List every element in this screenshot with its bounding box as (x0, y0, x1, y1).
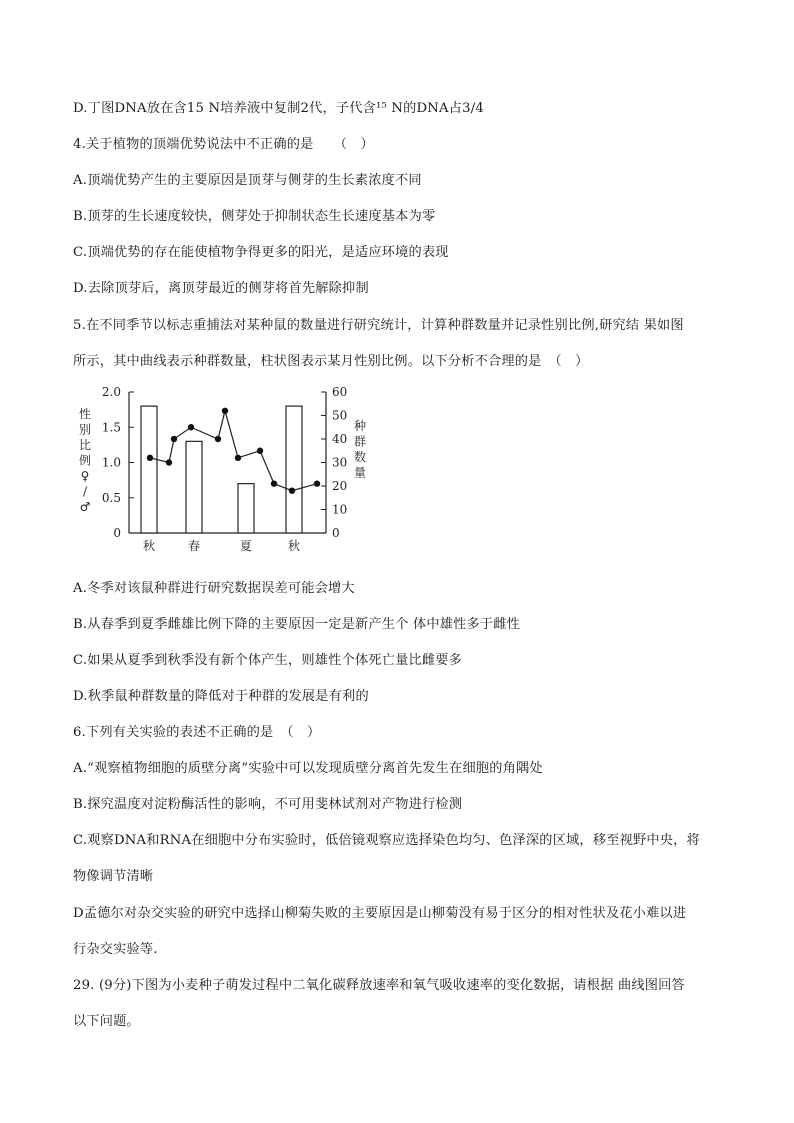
population-point (171, 436, 177, 442)
text-line: 6.下列有关实验的表述不正确的是 （ ） (73, 725, 321, 740)
y2-axis-label-char: 量 (353, 465, 367, 480)
population-point (271, 480, 277, 486)
x-tick-label: 春 (187, 539, 201, 553)
text-line: C.顶端优势的存在能使植物争得更多的阳光，是适应环境的表现 (73, 245, 449, 260)
y2-axis-label-char: 群 (353, 434, 367, 449)
population-point (166, 459, 172, 465)
left-tick-label: 1.0 (101, 455, 121, 470)
text-line: 4.关于植物的顶端优势说法中不正确的是 （ ） (73, 137, 374, 152)
population-point (289, 488, 295, 494)
left-tick-label: 0.5 (101, 490, 121, 505)
y-axis-label-char: / (82, 484, 88, 499)
text-line: B.顶芽的生长速度较快，侧芽处于抑制状态生长速度基本为零 (73, 209, 436, 224)
y-axis-label-char: 比 (78, 438, 92, 452)
population-point (147, 455, 153, 461)
right-tick-label: 50 (332, 408, 348, 423)
y2-axis-label-char: 种 (353, 419, 367, 433)
population-point (257, 448, 263, 454)
bar (141, 406, 157, 533)
text-line: 5.在不同季节以标志重捕法对某种鼠的数量进行研究统计，计算种群数量并记录性别比例,研究结 果如图 (73, 318, 684, 333)
text-line: A.“观察植物细胞的质壁分离”实验中可以发现质壁分离首先发生在细胞的角隅处 (73, 761, 543, 776)
population-point (215, 436, 221, 442)
text-line: 物像调节清晰 (73, 869, 154, 884)
right-tick-label: 0 (332, 526, 340, 540)
x-tick-label: 秋 (287, 539, 301, 553)
text-line: D.去除顶芽后，离顶芽最近的侧芽将首先解除抑制 (73, 281, 369, 296)
left-tick-label: 1.5 (101, 420, 121, 435)
x-tick-label: 秋 (142, 539, 156, 553)
y-axis-label-char: 别 (78, 422, 92, 437)
population-point (222, 408, 228, 414)
text-line: B.从春季到夏季雌雄比例下降的主要原因一定是新产生个 体中雄性多于雌性 (73, 617, 521, 632)
text-line: D.秋季鼠种群数量的降低对于种群的发展是有利的 (73, 689, 369, 704)
text-line: 29. (9分)下图为小麦种子萌发过程中二氧化碳释放速率和氧气吸收速率的变化数据，请根据 曲线图回答 (73, 978, 685, 993)
left-tick-label: 0 (113, 526, 121, 540)
x-tick-label: 夏 (239, 539, 253, 553)
right-tick-label: 40 (332, 432, 348, 446)
population-point (314, 480, 320, 486)
sex-ratio-population-chart (73, 380, 373, 560)
left-tick-label: 2.0 (101, 385, 121, 399)
y2-axis-label-char: 数 (353, 450, 367, 464)
y-axis-label-char: 性 (78, 407, 92, 421)
y-axis-label-char: 例 (78, 453, 92, 468)
right-tick-label: 10 (332, 502, 348, 517)
text-line: B.探究温度对淀粉酶活性的影响，不可用斐林试剂对产物进行检测 (73, 797, 463, 812)
population-point (188, 424, 194, 430)
right-tick-label: 60 (332, 385, 348, 399)
bar (238, 484, 254, 533)
text-line: 所示，其中曲线表示种群数量，柱状图表示某月性别比例。以下分析不合理的是 （ ） (73, 354, 589, 369)
text-line: 行杂交实验等. (73, 942, 158, 957)
text-line: A.冬季对该鼠种群进行研究数据误差可能会增大 (73, 581, 355, 596)
bar (186, 441, 202, 533)
right-tick-label: 20 (332, 479, 348, 493)
y-axis-label-char: ♂ (79, 500, 91, 514)
population-point (235, 455, 241, 461)
text-line: D.丁图DNA放在含15 N培养液中复制2代，子代含¹⁵ N的DNA占3/4 (73, 101, 484, 116)
bar (286, 406, 302, 533)
text-line: D孟德尔对杂交实验的研究中选择山柳菊失败的主要原因是山柳菊没有易于区分的相对性状及花小难以进 (73, 906, 687, 921)
y-axis-label-char: ♀ (80, 469, 90, 483)
text-line: C.如果从夏季到秋季没有新个体产生，则雄性个体死亡量比雌要多 (73, 653, 463, 668)
text-line: 以下问题。 (73, 1014, 140, 1029)
text-line: C.观察DNA和RNA在细胞中分布实验时，低倍镜观察应选择染色均匀、色泽深的区域，移至视野中央，将 (73, 833, 700, 848)
right-tick-label: 30 (332, 455, 348, 470)
text-line: A.顶端优势产生的主要原因是顶芽与侧芽的生长素浓度不同 (73, 173, 422, 188)
